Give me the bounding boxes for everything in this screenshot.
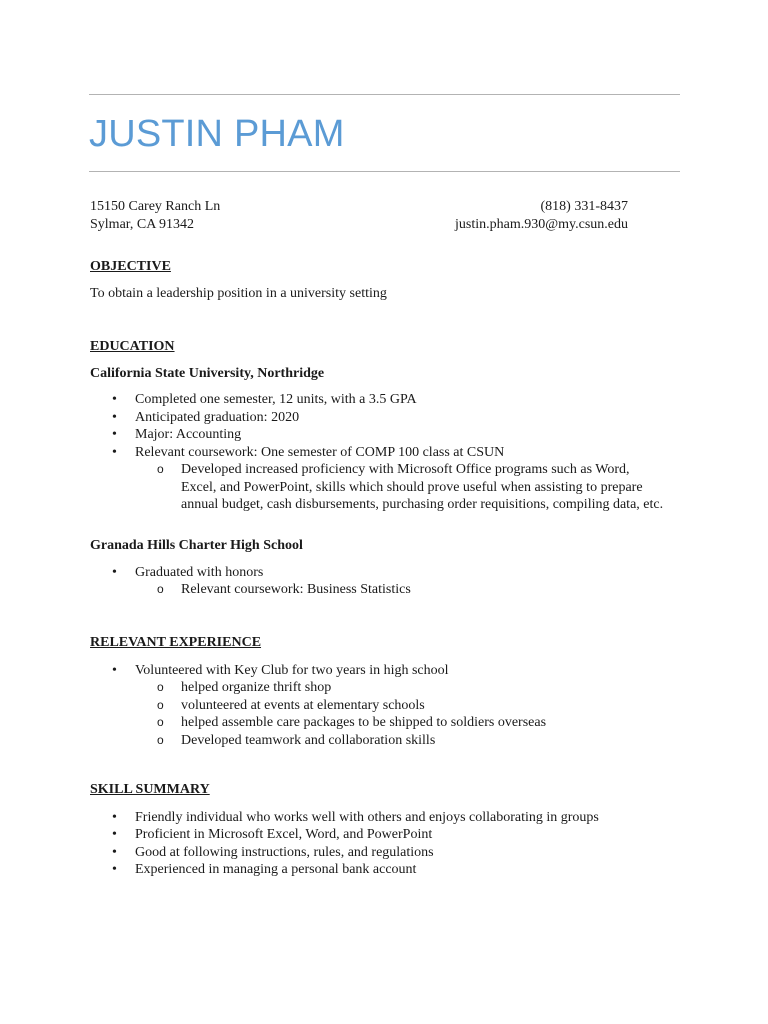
- list-item-text: Graduated with honors: [135, 564, 264, 580]
- address-line-1: 15150 Carey Ranch Ln: [90, 199, 221, 214]
- sub-list-item: [135, 679, 690, 697]
- objective-text: To obtain a leadership position in a university setting: [90, 285, 387, 301]
- resume-name: JUSTIN PHAM: [89, 113, 345, 155]
- list-item: [90, 861, 690, 879]
- list-item-text: Good at following instructions, rules, and regulations: [135, 844, 434, 860]
- list-item-text: Major: Accounting: [135, 427, 242, 442]
- name-bottom-rule: [89, 171, 680, 172]
- education-heading: EDUCATION: [90, 339, 175, 354]
- list-item-text: Proficient in Microsoft Excel, Word, and PowerPoint: [135, 827, 433, 842]
- address-block: [90, 198, 220, 233]
- sub-list-item-text: helped assemble care packages to be shipped to soldiers overseas: [181, 715, 547, 730]
- sub-list-item: [135, 697, 690, 715]
- csun-sub-list: [135, 461, 690, 514]
- skills-section: [90, 781, 690, 879]
- list-item: [90, 564, 690, 599]
- school-name-csun: California State University, Northridge: [90, 365, 325, 381]
- skills-list: [90, 809, 690, 879]
- sub-list-item-text: helped organize thrift shop: [181, 680, 332, 695]
- list-item-text: Completed one semester, 12 units, with a 3.5 GPA: [135, 392, 417, 407]
- list-item-text: Volunteered with Key Club for two years in high school: [135, 662, 449, 678]
- experience-heading: RELEVANT EXPERIENCE: [90, 635, 262, 650]
- sub-list-item: [135, 732, 690, 750]
- list-item: [90, 444, 690, 514]
- list-item: [90, 662, 690, 750]
- granada-sub-list: [135, 581, 690, 599]
- address-line-2: Sylmar, CA 91342: [90, 216, 195, 232]
- list-item-text: Anticipated graduation: 2020: [135, 409, 300, 425]
- sub-list-item-text: volunteered at events at elementary schools: [181, 697, 425, 713]
- list-item-text: Friendly individual who works well with others and enjoys collaborating in groups: [135, 809, 599, 825]
- contact-block: [455, 198, 628, 233]
- sub-list-item-text: Developed increased proficiency with Microsoft Office programs such as Word, Excel, and PowerPoint, skills which should prove useful when assisting to prepare annual budget, cash disbursements, purchasing order requisitions, compiling data, etc.: [181, 462, 664, 512]
- list-item: [90, 844, 690, 862]
- sub-list-item: [135, 581, 690, 599]
- csun-list: [90, 391, 690, 514]
- granada-list: [90, 564, 690, 599]
- list-item: [90, 826, 690, 844]
- list-item-text: Experienced in managing a personal bank account: [135, 862, 417, 877]
- objective-section: [90, 258, 690, 302]
- sub-list-item: [135, 714, 690, 732]
- experience-sub-list: [135, 679, 690, 749]
- sub-list-item: [135, 461, 666, 514]
- list-item: [90, 426, 690, 444]
- sub-list-item-text: Relevant coursework: Business Statistics: [181, 582, 411, 597]
- sub-list-item-text: Developed teamwork and collaboration skills: [181, 732, 436, 748]
- list-item: [90, 809, 690, 827]
- list-item: [90, 409, 690, 427]
- objective-heading: OBJECTIVE: [90, 259, 171, 274]
- skills-heading: SKILL SUMMARY: [90, 782, 210, 797]
- phone-number: (818) 331-8437: [540, 199, 628, 214]
- list-item: [90, 391, 690, 409]
- education-section: [90, 338, 690, 514]
- email-address[interactable]: justin.pham.930@my.csun.edu: [455, 216, 628, 232]
- experience-list: [90, 662, 690, 750]
- list-item-text: Relevant coursework: One semester of COMP 100 class at CSUN: [135, 444, 505, 460]
- education-school2: [90, 537, 690, 599]
- experience-section: [90, 634, 690, 749]
- top-rule: [89, 94, 680, 95]
- school-name-granada: Granada Hills Charter High School: [90, 538, 303, 553]
